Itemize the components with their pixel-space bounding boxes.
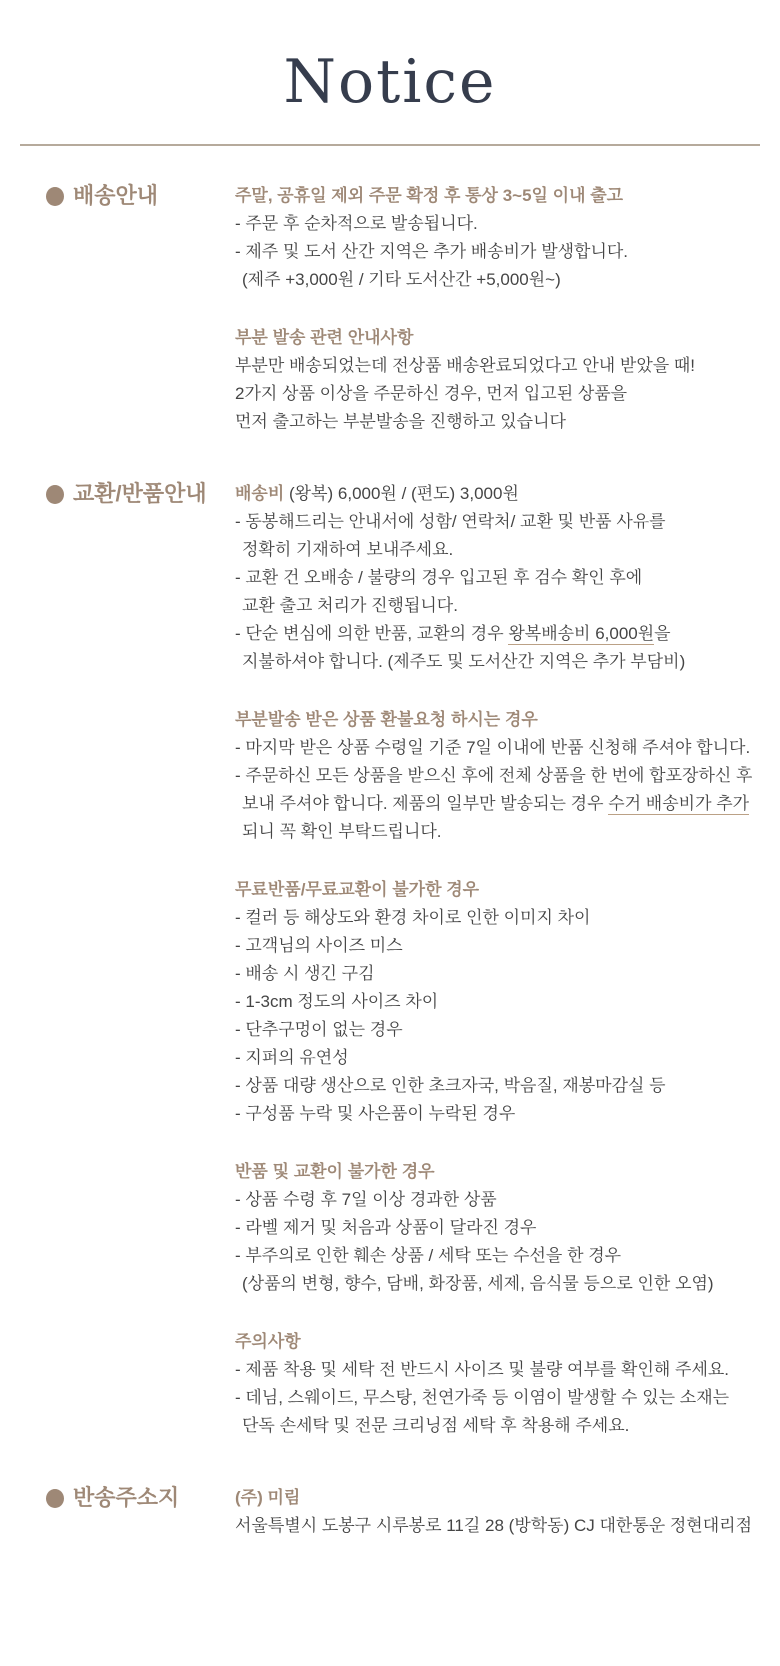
notice-line: - 상품 수령 후 7일 이상 경과한 상품: [235, 1190, 497, 1209]
notice-line: - 주문 후 순차적으로 발송됩니다.: [235, 214, 478, 233]
block-heading: 주말, 공휴일 제외 주문 확정 후 통상 3~5일 이내 출고: [235, 186, 624, 205]
no-return-block: [235, 1158, 756, 1298]
notice-line: - 부주의로 인한 훼손 상품 / 세탁 또는 수선을 한 경우: [235, 1246, 622, 1265]
notice-line: 지불하셔야 합니다. (제주도 및 도서산간 지역은 추가 부담비): [242, 652, 686, 671]
notice-line: - 마지막 받은 상품 수령일 기준 7일 이내에 반품 신청해 주셔야 합니다.: [235, 738, 751, 757]
page-title: Notice: [283, 47, 497, 117]
section-label-text: 반송주소지: [73, 1485, 180, 1510]
notice-line: 2가지 상품 이상을 주문하신 경우, 먼저 입고된 상품을: [235, 384, 628, 403]
notice-line: - 제품 착용 및 세탁 전 반드시 사이즈 및 불량 여부를 확인해 주세요.: [235, 1360, 730, 1379]
notice-line: - 배송 시 생긴 구김: [235, 964, 375, 983]
line-segment: 보내 주셔야 합니다. 제품의 일부만 발송되는 경우: [242, 794, 609, 813]
section-shipping-label: [46, 182, 235, 210]
exchange-fee-block: [235, 480, 756, 676]
notice-line: - 1-3cm 정도의 사이즈 차이: [235, 992, 439, 1011]
page-header: [0, 0, 780, 146]
section-exchange-return: [46, 480, 756, 1440]
notice-line: - 데님, 스웨이드, 무스탕, 천연가죽 등 이염이 발생할 수 있는 소재는: [235, 1388, 730, 1407]
notice-line: - 단추구멍이 없는 경우: [235, 1020, 403, 1039]
notice-line-underlined: [235, 790, 756, 818]
notice-line: 교환 출고 처리가 진행됩니다.: [242, 596, 458, 615]
notice-line: - 컬러 등 해상도와 환경 차이로 인한 이미지 차이: [235, 908, 591, 927]
block-heading: 주의사항: [235, 1332, 301, 1351]
caution-block: [235, 1328, 756, 1440]
block-heading: 부분 발송 관련 안내사항: [235, 328, 414, 347]
notice-line: (상품의 변형, 향수, 담배, 화장품, 세제, 음식물 등으로 인한 오염): [242, 1274, 714, 1293]
notice-line-underlined: [235, 620, 756, 648]
notice-line: - 고객님의 사이즈 미스: [235, 936, 403, 955]
notice-line: 부분만 배송되었는데 전상품 배송완료되었다고 안내 받았을 때!: [235, 356, 696, 375]
fee-label: 배송비: [235, 484, 285, 503]
notice-line: - 교환 건 오배송 / 불량의 경우 입고된 후 검수 확인 후에: [235, 568, 643, 587]
return-address-text: 서울특별시 도봉구 시루봉로 11길 28 (방학동) CJ 대한통운 정현대리점: [235, 1516, 752, 1535]
return-address-block: [235, 1484, 756, 1540]
section-label-text: 교환/반품안내: [73, 481, 207, 506]
underlined-text: 수거 배송비가 추가: [608, 794, 750, 813]
section-return-address-label: [46, 1484, 235, 1512]
notice-line: - 라벨 제거 및 처음과 상품이 달라진 경우: [235, 1218, 537, 1237]
section-return-address: [46, 1484, 756, 1540]
line-segment: - 단순 변심에 의한 반품, 교환의 경우: [235, 624, 509, 643]
section-return-address-content: [235, 1484, 756, 1540]
notice-line: 되니 꼭 확인 부탁드립니다.: [242, 822, 442, 841]
notice-line: - 구성품 누락 및 사은품이 누락된 경우: [235, 1104, 516, 1123]
section-shipping: [46, 182, 756, 436]
section-shipping-content: [235, 182, 756, 436]
bullet-icon: [46, 485, 64, 504]
block-heading: 반품 및 교환이 불가한 경우: [235, 1162, 435, 1181]
block-heading: 부분발송 받은 상품 환불요청 하시는 경우: [235, 710, 538, 729]
shipping-intro-block: [235, 182, 756, 294]
notice-line: 먼저 출고하는 부분발송을 진행하고 있습니다: [235, 412, 566, 431]
section-label-text: 배송안내: [73, 183, 159, 208]
block-heading: 무료반품/무료교환이 불가한 경우: [235, 880, 480, 899]
company-name: (주) 미림: [235, 1488, 301, 1507]
fee-heading-line: [235, 480, 756, 508]
fee-value: (왕복) 6,000원 / (편도) 3,000원: [284, 484, 519, 503]
sections-container: [0, 146, 780, 1540]
bullet-icon: [46, 187, 64, 206]
notice-line: 정확히 기재하여 보내주세요.: [242, 540, 454, 559]
underlined-text: 왕복배송비 6,000원: [508, 624, 655, 643]
notice-line: - 상품 대량 생산으로 인한 초크자국, 박음질, 재봉마감실 등: [235, 1076, 666, 1095]
shipping-partial-block: [235, 324, 756, 436]
no-free-return-block: [235, 876, 756, 1128]
bullet-icon: [46, 1489, 64, 1508]
notice-line: - 주문하신 모든 상품을 받으신 후에 전체 상품을 한 번에 합포장하신 후: [235, 766, 753, 785]
section-exchange-content: [235, 480, 756, 1440]
notice-line: - 제주 및 도서 산간 지역은 추가 배송비가 발생합니다.: [235, 242, 629, 261]
notice-line: - 동봉해드리는 안내서에 성함/ 연락처/ 교환 및 반품 사유를: [235, 512, 666, 531]
notice-line: 단독 손세탁 및 전문 크리닝점 세탁 후 착용해 주세요.: [242, 1416, 630, 1435]
section-exchange-label: [46, 480, 235, 508]
notice-line: - 지퍼의 유연성: [235, 1048, 349, 1067]
partial-refund-block: [235, 706, 756, 846]
notice-line: (제주 +3,000원 / 기타 도서산간 +5,000원~): [242, 270, 561, 289]
line-segment: 을: [654, 624, 671, 643]
